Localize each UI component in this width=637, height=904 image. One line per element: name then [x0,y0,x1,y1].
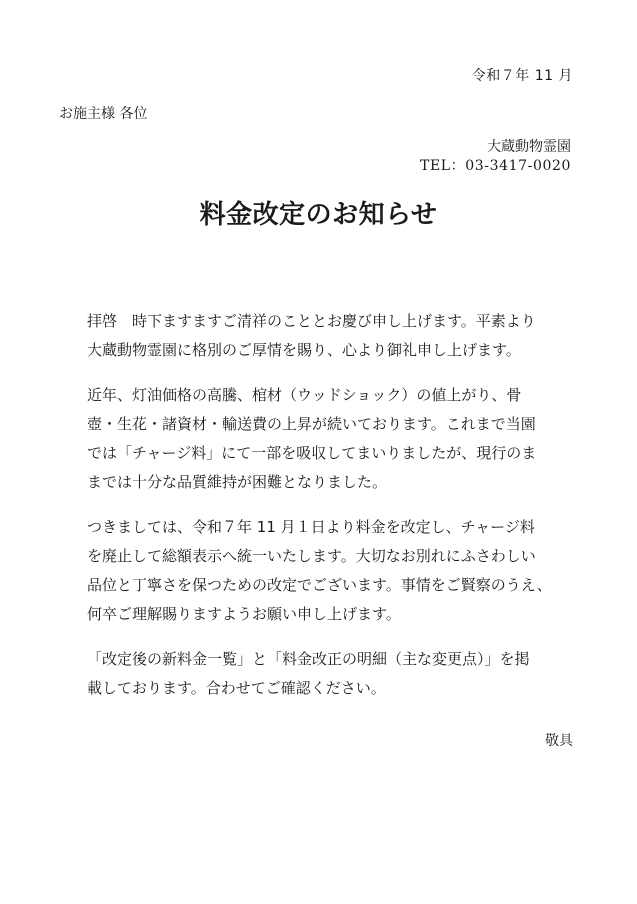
paragraph-line: 近年、灯油価格の高騰、棺材（ウッドショック）の値上がり、骨 [87,386,522,404]
paragraph-line: つきましては、令和７年 11 月１日より料金を改定し、チャージ料 [87,518,535,536]
paragraph-reference [87,645,577,703]
paragraph-line: 載しております。合わせてご確認ください。 [87,679,386,697]
paragraph-announcement [87,513,577,629]
document-body [87,307,577,719]
recipient: お施主様 各位 [59,106,148,122]
page-title: 料金改定のお知らせ [199,200,438,230]
paragraph-line: 壺・生花・諸資材・輸送費の上昇が続いております。これまで当園 [87,415,536,433]
sender-name: 大蔵動物霊園 [487,139,571,155]
paragraph-line: では「チャージ料」にて一部を吸収してまいりましたが、現行のま [87,444,537,462]
paragraph-line: までは十分な品質維持が困難となりました。 [87,473,388,491]
paragraph-line: 「改定後の新料金一覧」と「料金改正の明細（主な変更点）」を掲 [87,650,530,668]
sender-block [420,138,571,176]
paragraph-background [87,381,577,497]
paragraph-line: 大蔵動物霊園に格別のご厚情を賜り、心より御礼申し上げます。 [87,341,521,359]
paragraph-line: 品位と丁寧さを保つための改定でございます。事情をご賢察のうえ、 [87,576,552,594]
sender-tel: TEL：03-3417-0020 [420,158,571,174]
paragraph-line: 何卒ご理解賜りますようお願い申し上げます。 [87,605,401,623]
paragraph-line: を廃止して総額表示へ統一いたします。大切なお別れにふさわしい [87,547,536,565]
paragraph-greeting [87,307,577,365]
closing-remark: 敬具 [545,733,573,749]
paragraph-line: 拝啓 時下ますますご清祥のこととお慶び申し上げます。平素より [87,312,536,330]
document-date: 令和７年 11 月 [471,68,573,84]
